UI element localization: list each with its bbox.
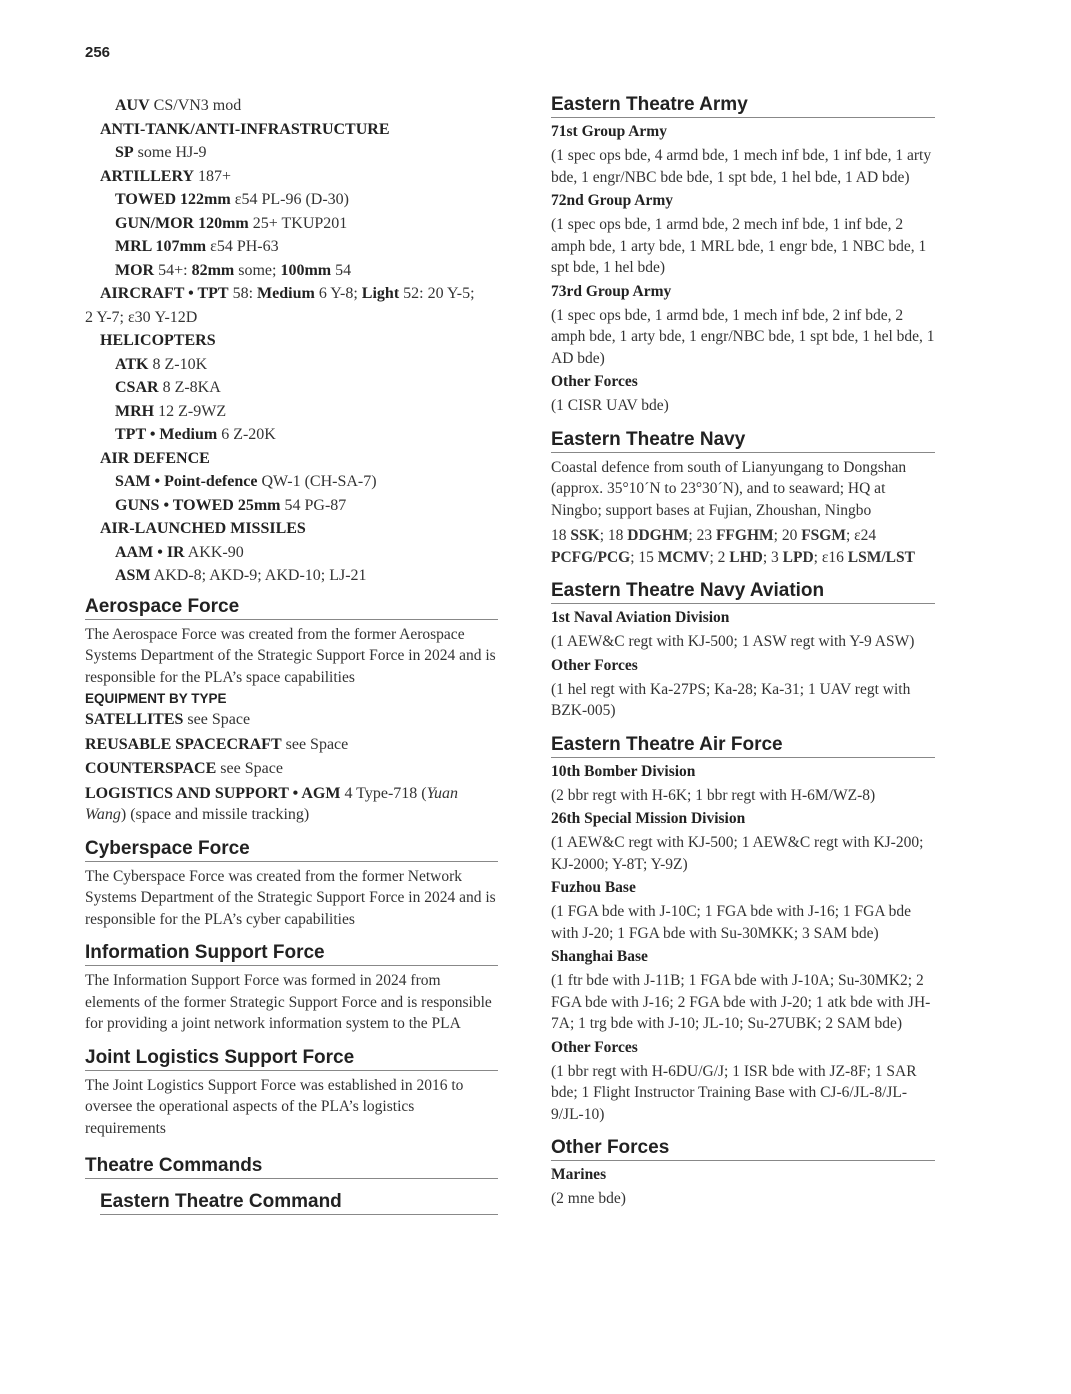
fleet-type: SSK <box>570 527 600 544</box>
fleet-type: DDGHM <box>627 527 689 544</box>
unit-name: Other Forces <box>551 1038 638 1056</box>
equipment-category: ASM <box>115 567 151 584</box>
equipment-category: MOR <box>115 261 155 279</box>
equipment-detail: 58: <box>228 285 258 302</box>
equipment-detail: see Space <box>216 760 283 777</box>
aerospace-logistics-item: LOGISTICS AND SUPPORT • AGM 4 Type-718 (Yuan Wang) (space and missile tracking) <box>85 784 459 823</box>
equipment-detail: some; <box>234 261 281 279</box>
unit-description: (1 ftr bde with J-11B; 1 FGA bde with J-10A; Su-30MK2; 2 FGA bde with J-16; 2 FGA bde with J-20; 1 atk bde with JH-7A; 1 trg bde with J-10; JL-10; Su-27UBK; 2 SAM bde) <box>551 972 931 1032</box>
equipment-category: REUSABLE SPACECRAFT <box>85 735 282 753</box>
unit-description: (2 mne bde) <box>551 1190 626 1207</box>
fleet-count: 3 <box>771 548 783 566</box>
equipment-category: HELICOPTERS <box>100 332 216 349</box>
unit-description: (1 CISR UAV bde) <box>551 397 669 414</box>
equipment-detail: 8 Z-8KA <box>158 379 221 396</box>
unit-name: Other Forces <box>551 373 638 390</box>
equipment-detail: some HJ-9 <box>133 144 207 161</box>
equipment-detail: AKD-8; AKD-9; AKD-10; LJ-21 <box>150 567 367 584</box>
equipment-line <box>85 118 498 142</box>
equipment-detail: 6 Z-20K <box>217 426 276 443</box>
section-heading-cyberspace: Cyberspace Force <box>85 838 498 862</box>
equipment-category: SATELLITES <box>85 711 184 728</box>
aerospace-equipment-list <box>85 709 498 780</box>
equipment-category: GUNS • TOWED 25mm <box>115 496 281 514</box>
equipment-category: TOWED 122mm <box>115 191 231 208</box>
unit-name: 10th Bomber Division <box>551 762 696 780</box>
unit-name: 1st Naval Aviation Division <box>551 609 730 626</box>
fleet-type: LSM/LST <box>847 548 915 566</box>
other-forces-unit-list <box>551 1165 935 1210</box>
unit-description: (1 spec ops bde, 1 armd bde, 1 mech inf bde, 2 inf bde, 2 amph bde, 1 arty bde, 1 engr/NBC bde, 1 spt bde, 1 hel bde, 1 AD bde) <box>551 306 935 367</box>
navy-aviation-unit-list <box>551 608 935 722</box>
unit-name: 73rd Group Army <box>551 282 672 300</box>
equipment-detail: ε54 PL-96 (D-30) <box>230 191 349 208</box>
section-heading-other-forces: Other Forces <box>551 1137 935 1161</box>
fleet-count: ε16 <box>821 548 848 566</box>
equipment-line <box>85 423 498 447</box>
aerospace-description: The Aerospace Force was created from the former Aerospace Systems Department of the Strategic Support Force in 2024 and is responsible for the PLA’s space capabilities <box>85 625 496 686</box>
equipment-detail: 12 Z-9WZ <box>154 402 227 420</box>
equipment-detail: 187+ <box>194 167 232 185</box>
aerospace-equipment-item <box>85 758 498 780</box>
equipment-detail: see Space <box>281 735 349 753</box>
fleet-count: 15 <box>638 548 658 566</box>
equipment-category: ANTI-TANK/ANTI-INFRASTRUCTURE <box>100 120 390 138</box>
unit-name: 71st Group Army <box>551 123 667 140</box>
equipment-category: ARTILLERY <box>100 167 195 185</box>
information-support-description: The Information Support Force was formed in 2024 from elements of the former Strategic Support Force and is responsible for providing a joint network information system to the PLA <box>85 972 492 1032</box>
air-force-unit-list <box>551 762 935 1126</box>
fleet-type: FSGM <box>801 527 846 544</box>
fleet-count: 18 <box>607 527 628 544</box>
unit-description: (1 FGA bde with J-10C; 1 FGA bde with J-16; 1 FGA bde with J-20; 1 FGA bde with Su-30MKK; 3 SAM bde) <box>551 903 911 942</box>
equipment-detail: QW-1 (CH-SA-7) <box>257 473 377 490</box>
fleet-count: 20 <box>781 527 802 544</box>
unit-description: (1 spec ops bde, 4 armd bde, 1 mech inf bde, 1 inf bde, 1 arty bde, 1 engr/NBC bde bde, 1 spt bde, 1 hel bde, 1 AD bde) <box>551 147 932 186</box>
equipment-category: 82mm <box>191 261 235 279</box>
equipment-line <box>85 564 498 588</box>
equipment-category: MRH <box>115 402 155 420</box>
fleet-count: 18 <box>551 527 571 544</box>
navy-fleet-summary: 18 SSK; 18 DDGHM; 23 FFGHM; 20 FSGM; ε24 PCFG/PCG; 15 MCMV; 2 LHD; 3 LPD; ε16 LSM/LST <box>551 527 915 566</box>
section-heading-navy-aviation: Eastern Theatre Navy Aviation <box>551 580 935 604</box>
equipment-detail: 8 Z-10K <box>148 355 208 373</box>
equipment-category: COUNTERSPACE <box>85 760 217 777</box>
equipment-line <box>85 165 498 189</box>
equipment-detail: ε54 PH-63 <box>206 238 279 255</box>
unit-description: (1 spec ops bde, 1 armd bde, 2 mech inf bde, 1 inf bde, 2 amph bde, 1 arty bde, 1 MRL bde, 1 engr bde, 1 NBC bde, 1 spt bde, 1 hel bde) <box>551 216 927 276</box>
equipment-category: AIRCRAFT • TPT <box>100 285 229 302</box>
fleet-count: 2 <box>717 548 730 566</box>
equipment-category: Light <box>361 285 400 302</box>
section-heading-theatre-commands: Theatre Commands <box>85 1155 498 1179</box>
fleet-type: FFGHM <box>715 527 774 544</box>
equipment-category: MRL 107mm <box>115 238 207 255</box>
unit-name: 26th Special Mission Division <box>551 810 746 827</box>
equipment-line <box>85 188 498 212</box>
equipment-category: 100mm <box>280 261 332 279</box>
unit-description: (1 AEW&C regt with KJ-500; 1 ASW regt with Y-9 ASW) <box>551 633 915 650</box>
equipment-category: AIR-LAUNCHED MISSILES <box>100 520 306 537</box>
aerospace-equipment-item <box>85 734 498 756</box>
left-column <box>85 94 498 1219</box>
equipment-category: AUV <box>115 97 150 114</box>
equipment-category: SAM • Point-defence <box>115 473 258 490</box>
equipment-list <box>85 94 498 588</box>
equipment-category: TPT • Medium <box>115 426 218 443</box>
fleet-type: MCMV <box>657 548 710 566</box>
equipment-line <box>85 141 498 165</box>
equipment-detail: 25+ TKUP201 <box>248 214 348 232</box>
equipment-detail: 2 Y-7; ε30 Y-12D <box>85 308 198 326</box>
unit-name: Fuzhou Base <box>551 879 636 896</box>
fleet-type: PCFG/PCG <box>551 548 631 566</box>
equipment-line <box>85 353 498 377</box>
equipment-line <box>85 447 498 471</box>
equipment-category: Medium <box>257 285 315 302</box>
navy-description: Coastal defence from south of Lianyungang to Dongshan (approx. 35°10´N to 23°30´N), and to seaward; HQ at Ningbo; support bases at Fujian, Zhoushan, Ningbo <box>551 458 907 519</box>
section-heading-eastern-theatre-navy: Eastern Theatre Navy <box>551 429 935 453</box>
equipment-category: AIR DEFENCE <box>100 449 210 467</box>
section-heading-aerospace: Aerospace Force <box>85 596 498 620</box>
section-heading-eastern-theatre-command: Eastern Theatre Command <box>100 1191 498 1215</box>
equipment-line <box>85 376 498 400</box>
unit-description: (2 bbr regt with H-6K; 1 bbr regt with H-6M/WZ-8) <box>551 786 876 804</box>
equipment-category: ATK <box>115 355 149 373</box>
unit-description: (1 hel regt with Ka-27PS; Ka-28; Ka-31; 1 UAV regt with BZK-005) <box>551 680 911 719</box>
equipment-category: AAM • IR <box>115 543 185 561</box>
fleet-count: 23 <box>696 527 716 544</box>
section-heading-eastern-theatre-army: Eastern Theatre Army <box>551 94 935 118</box>
joint-logistics-description: The Joint Logistics Support Force was established in 2016 to oversee the operational aspects of the PLA’s logistics requirements <box>85 1076 464 1137</box>
equipment-category: CSAR <box>115 379 159 396</box>
cyberspace-description: The Cyberspace Force was created from the former Network Systems Department of the Strategic Support Force in 2024 and is responsible for the PLA’s cyber capabilities <box>85 867 496 928</box>
equipment-detail: 6 Y-8; <box>314 285 362 302</box>
fleet-count: ε24 <box>854 527 877 544</box>
equipment-category: SP <box>115 144 134 161</box>
equipment-line <box>85 329 498 353</box>
equipment-line <box>85 235 498 259</box>
equipment-line <box>85 306 498 330</box>
equipment-line <box>85 94 498 118</box>
equipment-line <box>85 400 498 424</box>
equipment-line <box>85 259 498 283</box>
section-heading-information-support: Information Support Force <box>85 942 498 966</box>
equipment-detail: AKK-90 <box>184 543 244 561</box>
equipment-line <box>85 212 498 236</box>
equipment-line <box>85 494 498 518</box>
fleet-type: LPD <box>782 548 814 566</box>
equipment-detail: 54 <box>331 261 352 279</box>
equipment-line <box>85 541 498 565</box>
equipment-detail: 54+: <box>154 261 192 279</box>
page-number: 256 <box>85 44 111 61</box>
section-heading-joint-logistics: Joint Logistics Support Force <box>85 1047 498 1071</box>
unit-name: Other Forces <box>551 656 638 674</box>
equipment-line <box>85 282 498 306</box>
equipment-detail: 54 PG-87 <box>280 496 347 514</box>
equipment-category: GUN/MOR 120mm <box>115 214 249 232</box>
unit-description: (1 bbr regt with H-6DU/G/J; 1 ISR bde with JZ-8F; 1 SAR bde; 1 Flight Instructor Training Base with CJ-6/JL-8/JL-9/JL-10) <box>551 1062 917 1123</box>
unit-name: Marines <box>551 1166 607 1183</box>
fleet-type: LHD <box>729 548 763 566</box>
equipment-detail: see Space <box>183 711 251 728</box>
army-unit-list <box>551 122 935 417</box>
unit-description: (1 AEW&C regt with KJ-500; 1 AEW&C regt with KJ-200; KJ-2000; Y-8T; Y-9Z) <box>551 834 924 873</box>
section-heading-eastern-theatre-air-force: Eastern Theatre Air Force <box>551 734 935 758</box>
equipment-detail: CS/VN3 mod <box>149 97 242 114</box>
right-column <box>551 94 935 1213</box>
equipment-by-type-heading: EQUIPMENT BY TYPE <box>85 691 227 706</box>
equipment-line <box>85 470 498 494</box>
unit-name: Shanghai Base <box>551 948 648 965</box>
aerospace-equipment-item <box>85 709 498 731</box>
equipment-line <box>85 517 498 541</box>
equipment-detail: 52: 20 Y-5; <box>399 285 475 302</box>
unit-name: 72nd Group Army <box>551 192 674 209</box>
